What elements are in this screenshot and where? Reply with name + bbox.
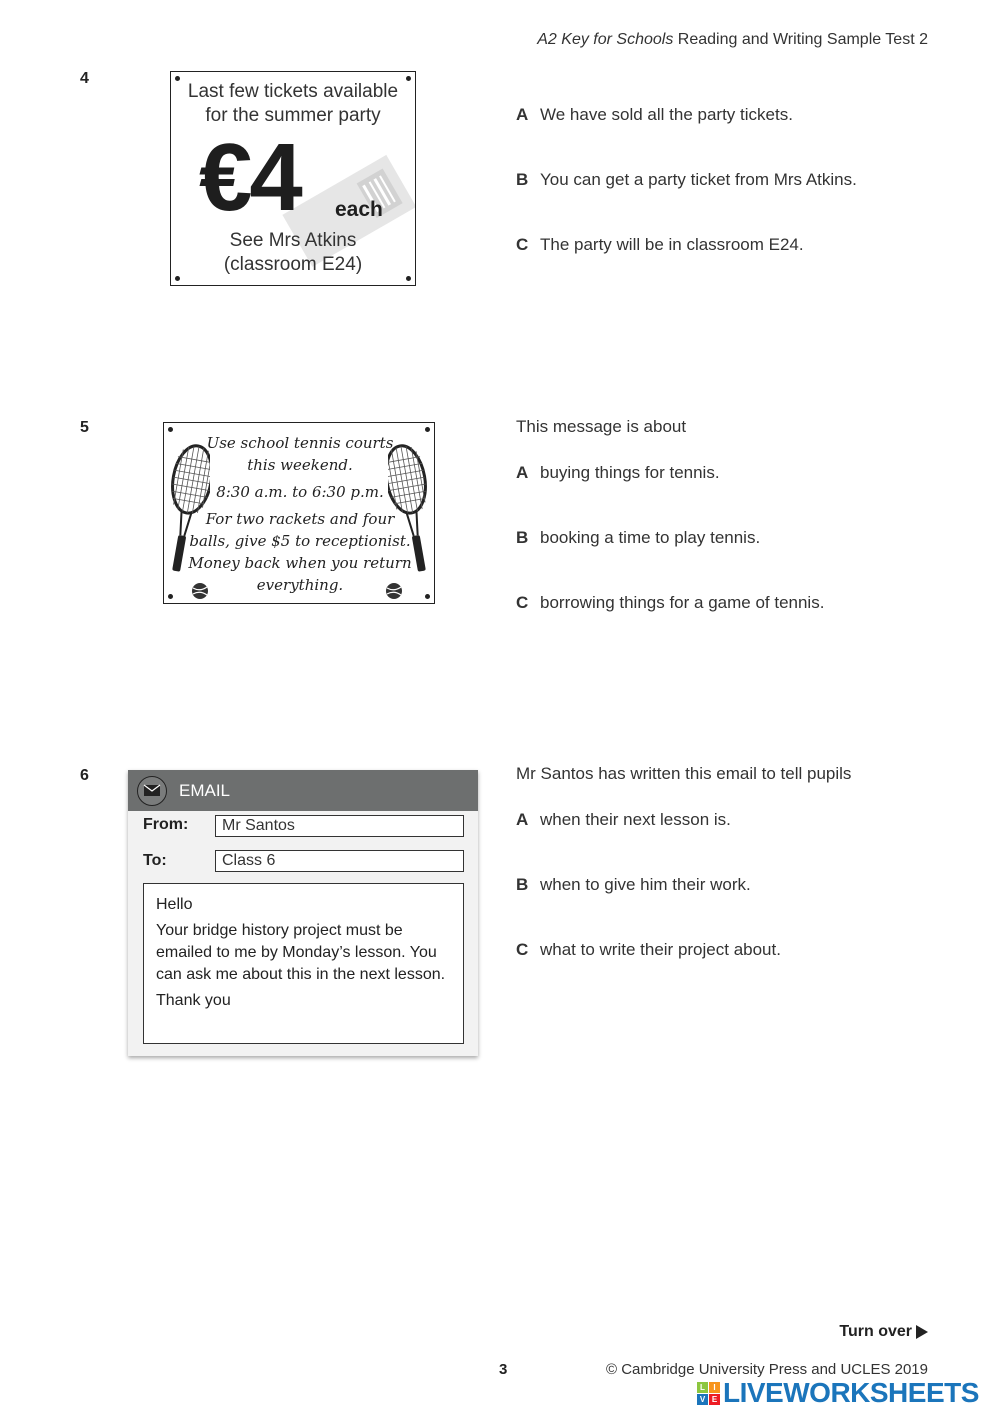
option-letter: C <box>516 235 529 254</box>
arrow-right-icon <box>916 1325 928 1339</box>
option-text: when to give him their work. <box>540 875 751 894</box>
notice-line: Use school tennis courts <box>206 434 394 452</box>
question-number-4: 4 <box>80 70 89 87</box>
notice-line: balls, give $5 to receptionist. <box>189 532 411 550</box>
option-letter: A <box>516 463 529 482</box>
ticket-price: €4 <box>199 124 300 231</box>
email-message: Your bridge history project must be emailed to me by Monday’s lesson. You can ask me about this in the next lesson. <box>156 922 446 983</box>
option-text: what to write their project about. <box>540 940 781 959</box>
option-text: borrowing things for a game of tennis. <box>540 593 825 612</box>
option-letter: B <box>516 875 529 894</box>
question-5-options <box>516 417 824 656</box>
price-each: each <box>335 198 383 221</box>
notice-line: Money back when you return <box>188 554 412 572</box>
turn-over-link[interactable] <box>839 1323 928 1341</box>
notice-line: 8:30 a.m. to 6:30 p.m. <box>216 483 384 501</box>
envelope-icon <box>137 776 167 806</box>
option-a[interactable] <box>516 461 824 484</box>
notice-line: Last few tickets available <box>187 81 399 102</box>
to-field: Class 6 <box>215 850 464 872</box>
notice-line: For two rackets and four <box>205 510 395 528</box>
header-italic: A2 Key for Schools <box>537 31 674 48</box>
option-c[interactable] <box>516 233 857 256</box>
option-b[interactable] <box>516 526 824 549</box>
copyright: © Cambridge University Press and UCLES 2019 <box>605 1361 928 1378</box>
question-6-options <box>516 764 851 1003</box>
notice-contact <box>171 229 415 277</box>
pin-icon <box>168 594 173 599</box>
header-rest: Reading and Writing Sample Test 2 <box>673 31 928 48</box>
option-text: You can get a party ticket from Mrs Atkins. <box>540 170 857 189</box>
option-text: The party will be in classroom E24. <box>540 235 804 254</box>
option-c[interactable] <box>516 938 851 961</box>
email-card <box>128 770 478 1056</box>
question-stem: This message is about <box>516 417 687 436</box>
pin-icon <box>425 594 430 599</box>
email-signoff: Thank you <box>156 992 231 1009</box>
logo-blocks-icon <box>697 1382 720 1405</box>
from-field: Mr Santos <box>215 815 464 837</box>
pin-icon <box>168 427 173 432</box>
notice-line: (classroom E24) <box>223 254 363 275</box>
option-letter: B <box>516 528 529 547</box>
turn-over-label: Turn over <box>839 1323 912 1340</box>
option-b[interactable] <box>516 168 857 191</box>
option-letter: A <box>516 810 529 829</box>
option-text: booking a time to play tennis. <box>540 528 761 547</box>
email-greeting: Hello <box>156 896 193 913</box>
email-title-bar <box>128 770 478 811</box>
option-letter: C <box>516 593 529 612</box>
option-text: buying things for tennis. <box>540 463 720 482</box>
option-letter: B <box>516 170 529 189</box>
notice-line: See Mrs Atkins <box>229 230 357 251</box>
tennis-notice <box>163 422 435 604</box>
notice-line: this weekend. <box>247 456 353 474</box>
notice-line: everything. <box>256 576 344 594</box>
option-letter: A <box>516 105 529 124</box>
brand-name: LIVEWORKSHEETS <box>723 1377 979 1408</box>
from-label: From: <box>143 816 189 833</box>
logo-block: I <box>709 1382 720 1393</box>
question-stem: Mr Santos has written this email to tell pupils <box>516 764 852 783</box>
page-header <box>537 31 928 49</box>
option-text: when their next lesson is. <box>540 810 731 829</box>
tennis-notice-text <box>182 432 418 596</box>
option-a[interactable] <box>516 103 857 126</box>
question-number-6: 6 <box>80 767 89 784</box>
option-letter: C <box>516 940 529 959</box>
option-b[interactable] <box>516 873 851 896</box>
logo-block: L <box>697 1382 708 1393</box>
logo-block: V <box>697 1394 708 1405</box>
pin-icon <box>425 427 430 432</box>
to-label: To: <box>143 852 167 869</box>
notice-heading <box>171 80 415 128</box>
option-text: We have sold all the party tickets. <box>540 105 793 124</box>
option-c[interactable] <box>516 591 824 614</box>
question-4-options <box>516 103 857 298</box>
option-a[interactable] <box>516 808 851 831</box>
notice-line: for the summer party <box>205 105 381 126</box>
logo-block: E <box>709 1394 720 1405</box>
email-body <box>143 883 464 1044</box>
page-number: 3 <box>499 1361 508 1378</box>
question-number-5: 5 <box>80 419 89 436</box>
ticket-notice <box>170 71 416 286</box>
liveworksheets-logo <box>697 1378 979 1408</box>
email-title: EMAIL <box>179 780 231 800</box>
